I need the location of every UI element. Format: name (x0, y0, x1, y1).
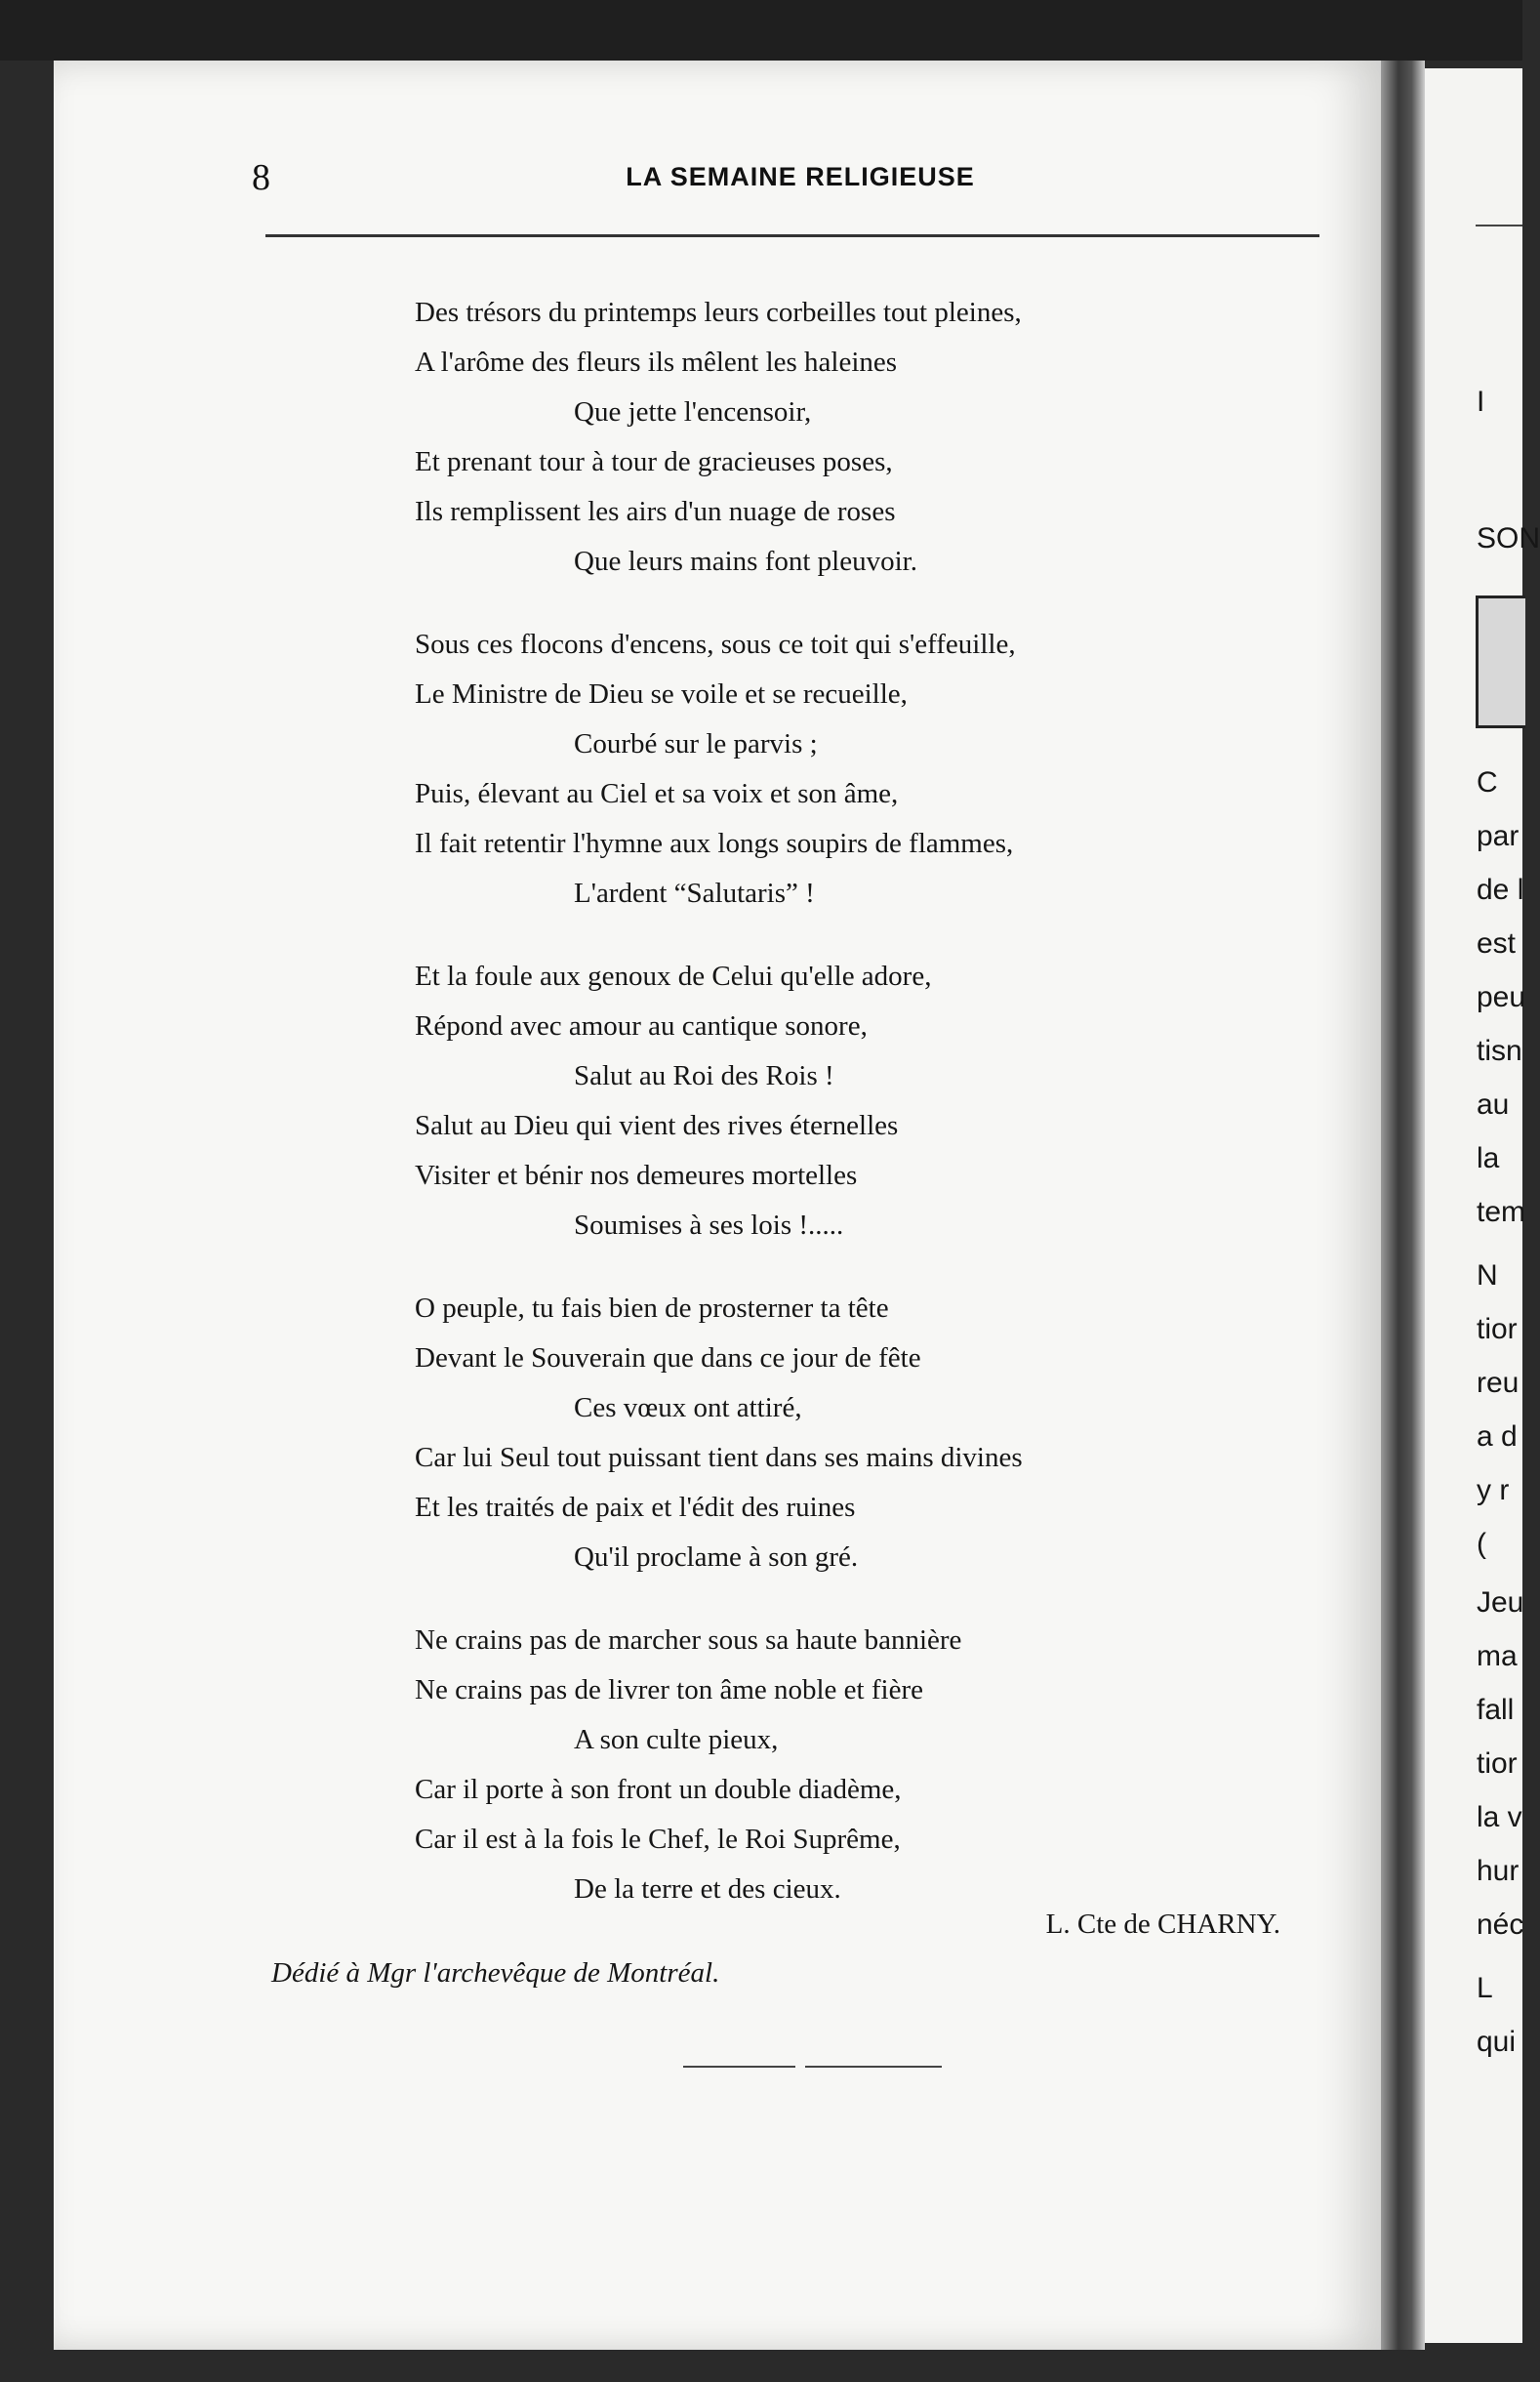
poem-line: Et les traités de paix et l'édit des ruines (415, 1492, 856, 1523)
poem-line: Ne crains pas de marcher sous sa haute bannière (415, 1624, 962, 1656)
right-page-fragment: fall (1477, 1694, 1515, 1726)
running-head: LA SEMAINE RELIGIEUSE (626, 162, 975, 191)
right-page-fragment: la (1477, 1142, 1500, 1174)
right-page-fragment: Jeu (1477, 1586, 1524, 1619)
right-page-fragment: tior (1477, 1313, 1518, 1345)
poem-line: Que jette l'encensoir, (574, 396, 812, 428)
poem-line: Devant le Souverain que dans ce jour de fête (415, 1342, 921, 1374)
right-page-fragment: qui (1477, 2026, 1517, 2058)
right-page-fragment: de l (1477, 874, 1524, 906)
poem (415, 288, 1293, 1948)
poem-line: L'ardent “Salutaris” ! (574, 878, 815, 909)
right-page-fragment: tior (1477, 1747, 1518, 1780)
poem-line: Salut au Roi des Rois ! (574, 1060, 834, 1091)
right-page-fragment: néc (1477, 1909, 1524, 1941)
stanza (415, 952, 1293, 1251)
poem-line: Le Ministre de Dieu se voile et se recueille, (415, 678, 908, 710)
right-page-fragment: SON (1477, 522, 1540, 554)
poem-line: Et prenant tour à tour de gracieuses poses, (415, 446, 893, 477)
right-page-fragment: hur (1477, 1855, 1520, 1887)
end-rule-right (805, 2066, 942, 2068)
right-page-fragment: au (1477, 1088, 1510, 1121)
poem-line: Il fait retentir l'hymne aux longs soupirs de flammes, (415, 828, 1014, 859)
stanza (415, 1284, 1293, 1582)
end-rule-left (683, 2066, 795, 2068)
poem-line: Courbé sur le parvis ; (574, 728, 818, 760)
poem-line: Visiter et bénir nos demeures mortelles (415, 1160, 858, 1191)
right-page-fragment: ma (1477, 1640, 1518, 1672)
right-page-fragment: tem (1477, 1196, 1526, 1228)
poem-line: A l'arôme des fleurs ils mêlent les haleines (415, 347, 898, 378)
stanza (415, 620, 1293, 919)
poem-line: Et la foule aux genoux de Celui qu'elle adore, (415, 961, 932, 992)
poem-line: Car il porte à son front un double diadème, (415, 1774, 902, 1805)
poem-line: Répond avec amour au cantique sonore, (415, 1010, 868, 1042)
stanza (415, 1616, 1293, 1914)
poem-line: Ne crains pas de livrer ton âme noble et fière (415, 1674, 923, 1705)
right-page-fragment: L (1477, 1972, 1493, 2004)
right-page-fragment: reu (1477, 1367, 1520, 1399)
poem-line: Car il est à la fois le Chef, le Roi Suprême, (415, 1824, 901, 1855)
page-number: 8 (252, 157, 270, 198)
poem-line: O peuple, tu fais bien de prosterner ta tête (415, 1293, 889, 1324)
header-rule (265, 234, 1319, 237)
drop-cap-ornament (1476, 596, 1525, 728)
poem-line: De la terre et des cieux. (574, 1873, 841, 1905)
poem-line: Ces vœux ont attiré, (574, 1392, 802, 1423)
poem-line: Ils remplissent les airs d'un nuage de roses (415, 496, 896, 527)
poem-line: Des trésors du printemps leurs corbeilles tout pleines, (415, 297, 1022, 328)
right-page-fragment: y r (1477, 1474, 1510, 1506)
scan-border-top (0, 0, 1522, 61)
right-page-fragment: la v (1477, 1801, 1522, 1833)
poem-line: Salut au Dieu qui vient des rives éternelles (415, 1110, 899, 1141)
author-signature: L. Cte de CHARNY. (1045, 1909, 1280, 1940)
dedication: Dédié à Mgr l'archevêque de Montréal. (271, 1957, 720, 1989)
poem-line: A son culte pieux, (574, 1724, 779, 1755)
right-page-fragment: ( (1477, 1528, 1486, 1560)
poem-line: Sous ces flocons d'encens, sous ce toit qui s'effeuille, (415, 629, 1016, 660)
poem-line: Puis, élevant au Ciel et sa voix et son âme, (415, 778, 899, 809)
scan-border-bottom (0, 2350, 1522, 2382)
poem-line: Que leurs mains font pleuvoir. (574, 546, 917, 577)
right-page-fragment: I (1477, 386, 1485, 418)
right-page-fragment: tisn (1477, 1035, 1522, 1067)
right-page-fragment: a d (1477, 1420, 1518, 1453)
stanza (415, 288, 1293, 587)
book-gutter (1381, 61, 1425, 2350)
right-page-fragment: C (1477, 766, 1498, 799)
right-page-fragment: est (1477, 927, 1517, 960)
poem-line: Soumises à ses lois !..... (574, 1210, 844, 1241)
right-page-fragment: peu (1477, 981, 1526, 1013)
poem-line: Car lui Seul tout puissant tient dans ses mains divines (415, 1442, 1023, 1473)
right-page-fragment: N (1477, 1259, 1498, 1292)
right-page-fragment: par (1477, 820, 1520, 852)
poem-line: Qu'il proclame à son gré. (574, 1541, 859, 1573)
right-page-header-rule (1476, 225, 1522, 226)
